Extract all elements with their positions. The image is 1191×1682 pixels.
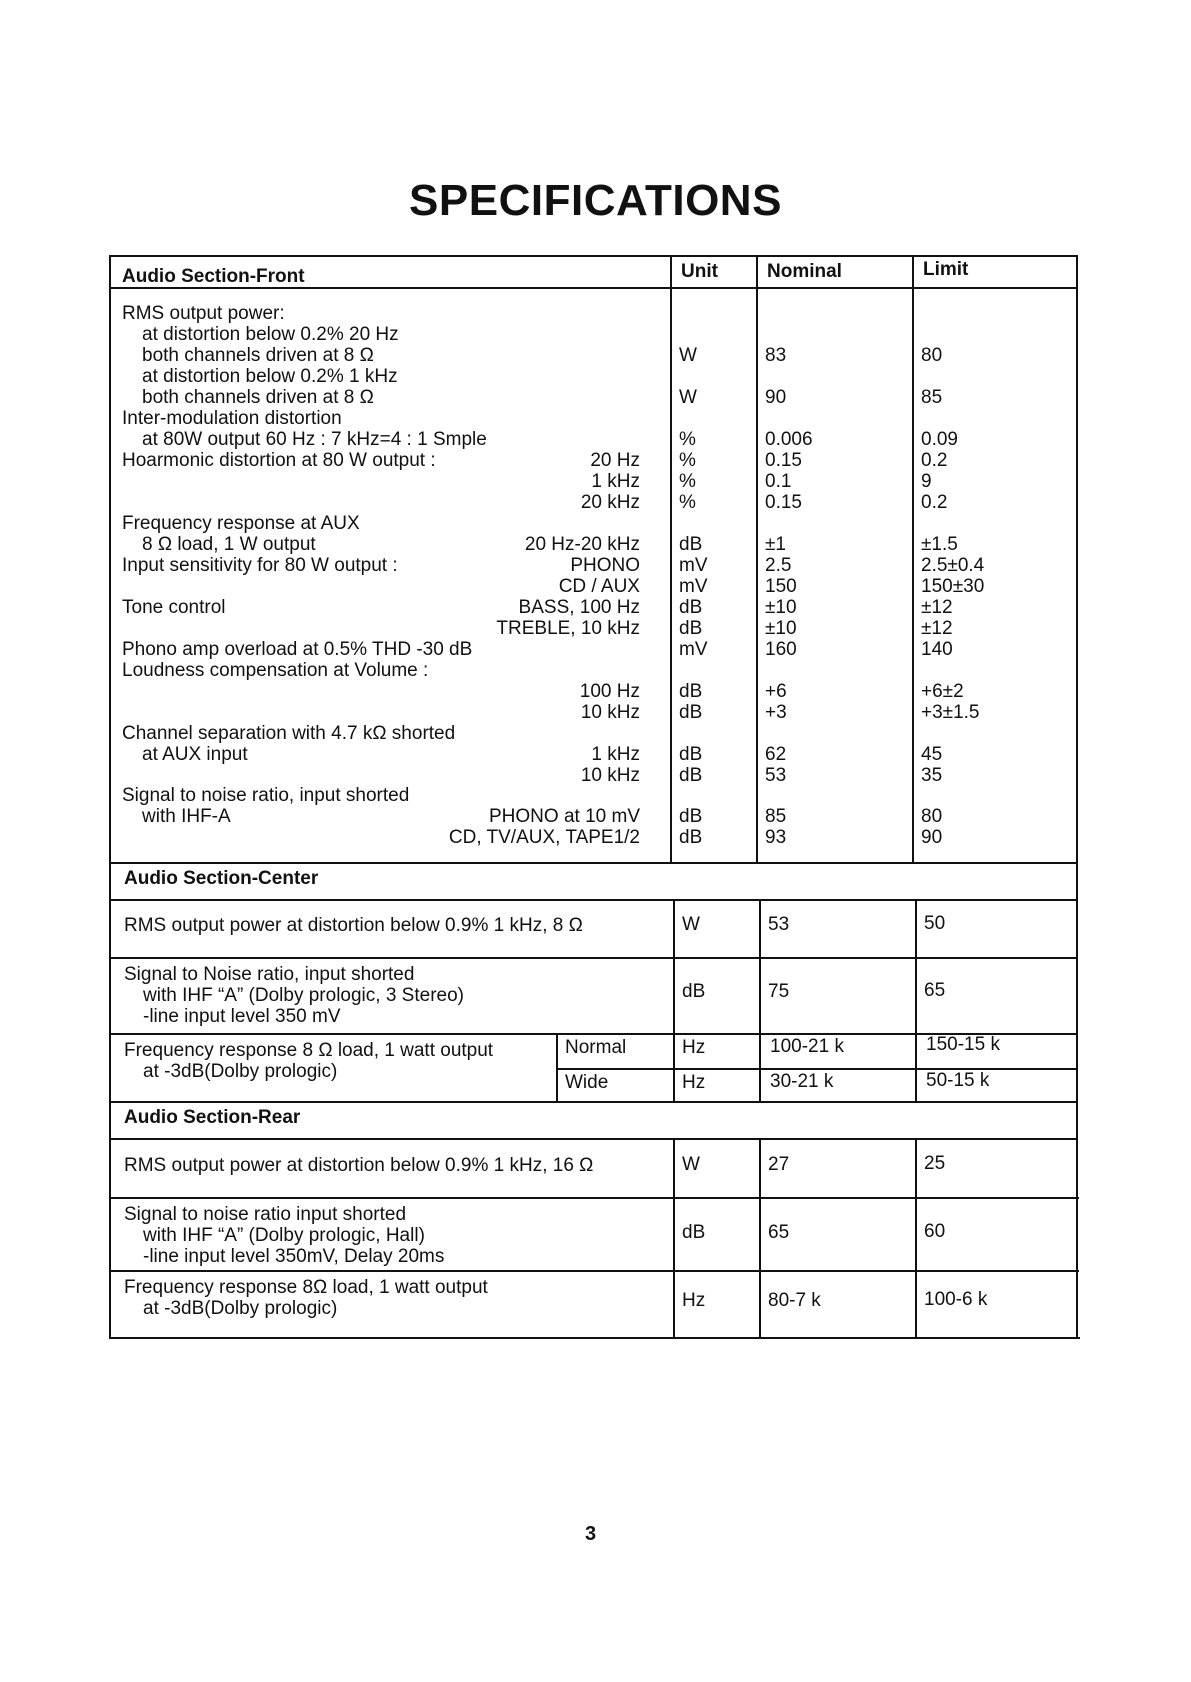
limit-cell: 0.2 bbox=[921, 450, 948, 471]
unit-cell: % bbox=[679, 492, 696, 513]
unit-cell: dB bbox=[679, 534, 703, 555]
nominal-cell: +3 bbox=[765, 702, 787, 723]
spec-condition: 10 kHz bbox=[580, 765, 640, 786]
nominal-cell: 80-7 k bbox=[768, 1290, 821, 1311]
rear-rms-divider bbox=[111, 1197, 1079, 1199]
center-freq-label: Frequency response 8 Ω load, 1 watt output bbox=[124, 1040, 494, 1061]
limit-header: Limit bbox=[923, 259, 969, 280]
unit-col-divider-rear bbox=[673, 1138, 675, 1337]
front-section-heading: Audio Section-Front bbox=[122, 266, 305, 287]
center-rms-divider bbox=[110, 957, 1078, 959]
nominal-col-divider-center bbox=[759, 899, 761, 1101]
rear-snr-divider bbox=[111, 1270, 1079, 1272]
limit-cell: 50-15 k bbox=[926, 1070, 990, 1091]
unit-cell: mV bbox=[679, 576, 708, 597]
nominal-cell: +6 bbox=[765, 681, 787, 702]
unit-cell: W bbox=[679, 345, 697, 366]
unit-cell: mV bbox=[679, 555, 708, 576]
unit-cell: % bbox=[679, 450, 696, 471]
table-top-border bbox=[109, 255, 1076, 257]
spec-label: Phono amp overload at 0.5% THD -30 dB bbox=[122, 639, 473, 660]
nominal-cell: ±10 bbox=[765, 618, 797, 639]
limit-cell: +3±1.5 bbox=[921, 702, 980, 723]
mode-cell: Wide bbox=[565, 1072, 609, 1093]
unit-cell: dB bbox=[679, 765, 703, 786]
spec-condition: CD, TV/AUX, TAPE1/2 bbox=[448, 827, 640, 848]
limit-cell: 90 bbox=[921, 827, 943, 848]
spec-condition: 10 kHz bbox=[580, 702, 640, 723]
spec-label: both channels driven at 8 Ω bbox=[142, 387, 374, 408]
rear-heading-divider bbox=[111, 1138, 1078, 1140]
nominal-cell: 150 bbox=[765, 576, 797, 597]
rear-snr-label: Signal to noise ratio input shorted bbox=[124, 1204, 407, 1225]
center-freq-label: at -3dB(Dolby prologic) bbox=[143, 1061, 338, 1082]
nominal-cell: 62 bbox=[765, 744, 787, 765]
spec-label: at 80W output 60 Hz : 7 kHz=4 : 1 Smple bbox=[142, 429, 487, 450]
nominal-cell: ±1 bbox=[765, 534, 786, 555]
rear-section-heading: Audio Section-Rear bbox=[124, 1107, 301, 1128]
nominal-cell: 2.5 bbox=[765, 555, 792, 576]
limit-cell: ±12 bbox=[921, 618, 953, 639]
spec-label: Frequency response at AUX bbox=[122, 513, 360, 534]
limit-cell: 0.09 bbox=[921, 429, 958, 450]
unit-cell: Hz bbox=[682, 1072, 706, 1093]
center-rms-label: RMS output power at distortion below 0.9% 1 kHz, 8 Ω bbox=[124, 915, 583, 936]
spec-condition: BASS, 100 Hz bbox=[518, 597, 640, 618]
limit-cell: 150-15 k bbox=[926, 1034, 1000, 1055]
unit-cell: W bbox=[682, 914, 700, 935]
mode-col-divider bbox=[556, 1033, 558, 1101]
unit-cell: dB bbox=[679, 618, 703, 639]
nominal-cell: ±10 bbox=[765, 597, 797, 618]
nominal-cell: 93 bbox=[765, 827, 787, 848]
unit-cell: Hz bbox=[682, 1290, 706, 1311]
limit-cell: 80 bbox=[921, 345, 943, 366]
unit-cell: % bbox=[679, 429, 696, 450]
limit-col-divider-front bbox=[912, 255, 914, 862]
spec-label: Input sensitivity for 80 W output : bbox=[122, 555, 398, 576]
unit-col-divider-front bbox=[670, 255, 672, 862]
nominal-cell: 100-21 k bbox=[770, 1036, 844, 1057]
unit-cell: dB bbox=[679, 827, 703, 848]
spec-label: Hoarmonic distortion at 80 W output : bbox=[122, 450, 436, 471]
limit-col-divider-rear bbox=[915, 1138, 917, 1337]
spec-condition: 20 Hz-20 kHz bbox=[524, 534, 640, 555]
limit-cell: 150±30 bbox=[921, 576, 985, 597]
limit-cell: 60 bbox=[924, 1221, 946, 1242]
unit-cell: % bbox=[679, 471, 696, 492]
nominal-cell: 0.15 bbox=[765, 492, 802, 513]
page-number: 3 bbox=[585, 1523, 597, 1545]
center-freq-mode-divider bbox=[556, 1068, 1078, 1070]
spec-label: Channel separation with 4.7 kΩ shorted bbox=[122, 723, 456, 744]
spec-condition: 20 Hz bbox=[590, 450, 640, 471]
unit-cell: mV bbox=[679, 639, 708, 660]
spec-label: at AUX input bbox=[142, 744, 248, 765]
limit-cell: 100-6 k bbox=[924, 1289, 988, 1310]
nominal-cell: 160 bbox=[765, 639, 797, 660]
front-section-bottom bbox=[110, 862, 1077, 864]
spec-label: 8 Ω load, 1 W output bbox=[142, 534, 316, 555]
limit-cell: 2.5±0.4 bbox=[921, 555, 985, 576]
limit-cell: 35 bbox=[921, 765, 943, 786]
limit-cell: ±1.5 bbox=[921, 534, 958, 555]
spec-condition: CD / AUX bbox=[558, 576, 640, 597]
table-bottom-border bbox=[111, 1337, 1080, 1339]
unit-cell: dB bbox=[682, 1222, 706, 1243]
unit-cell: dB bbox=[682, 981, 706, 1002]
limit-cell: 65 bbox=[924, 980, 946, 1001]
rear-rms-label: RMS output power at distortion below 0.9% 1 kHz, 16 Ω bbox=[124, 1155, 594, 1176]
nominal-cell: 53 bbox=[768, 914, 790, 935]
unit-cell: W bbox=[682, 1154, 700, 1175]
limit-col-divider-center bbox=[915, 899, 917, 1101]
page-title: SPECIFICATIONS bbox=[409, 176, 782, 225]
spec-label: at distortion below 0.2% 20 Hz bbox=[142, 324, 399, 345]
spec-label: with IHF-A bbox=[142, 806, 231, 827]
center-heading-divider bbox=[110, 899, 1077, 901]
unit-col-divider-center bbox=[673, 899, 675, 1101]
nominal-cell: 53 bbox=[765, 765, 787, 786]
center-snr-label: Signal to Noise ratio, input shorted bbox=[124, 964, 415, 985]
spec-label: at distortion below 0.2% 1 kHz bbox=[142, 366, 398, 387]
spec-label: Inter-modulation distortion bbox=[122, 408, 342, 429]
nominal-cell: 27 bbox=[768, 1154, 790, 1175]
center-snr-label: with IHF “A” (Dolby prologic, 3 Stereo) bbox=[143, 985, 464, 1006]
spec-condition: PHONO at 10 mV bbox=[489, 806, 640, 827]
nominal-cell: 0.1 bbox=[765, 471, 792, 492]
unit-cell: dB bbox=[679, 806, 703, 827]
table-left-border bbox=[109, 255, 111, 1339]
unit-cell: dB bbox=[679, 702, 703, 723]
limit-cell: +6±2 bbox=[921, 681, 964, 702]
nominal-cell: 83 bbox=[765, 345, 787, 366]
unit-cell: dB bbox=[679, 744, 703, 765]
limit-cell: 0.2 bbox=[921, 492, 948, 513]
unit-cell: W bbox=[679, 387, 697, 408]
nominal-cell: 65 bbox=[768, 1222, 790, 1243]
spec-condition: PHONO bbox=[570, 555, 640, 576]
limit-cell: 45 bbox=[921, 744, 943, 765]
nominal-cell: 0.006 bbox=[765, 429, 813, 450]
limit-cell: 50 bbox=[924, 913, 946, 934]
table-right-border bbox=[1076, 255, 1078, 1339]
spec-condition: TREBLE, 10 kHz bbox=[496, 618, 640, 639]
nominal-header: Nominal bbox=[767, 261, 842, 282]
nominal-cell: 85 bbox=[765, 806, 787, 827]
spec-condition: 1 kHz bbox=[591, 744, 640, 765]
spec-label: both channels driven at 8 Ω bbox=[142, 345, 374, 366]
nominal-cell: 75 bbox=[768, 981, 790, 1002]
rear-snr-label: -line input level 350mV, Delay 20ms bbox=[143, 1246, 445, 1267]
nominal-cell: 90 bbox=[765, 387, 787, 408]
nominal-cell: 30-21 k bbox=[770, 1071, 834, 1092]
center-snr-label: -line input level 350 mV bbox=[143, 1006, 341, 1027]
spec-condition: 100 Hz bbox=[579, 681, 640, 702]
unit-header: Unit bbox=[681, 261, 718, 282]
unit-cell: dB bbox=[679, 681, 703, 702]
center-section-bottom bbox=[110, 1101, 1078, 1103]
unit-cell: Hz bbox=[682, 1037, 706, 1058]
limit-cell: 140 bbox=[921, 639, 953, 660]
limit-cell: 9 bbox=[921, 471, 932, 492]
limit-cell: 80 bbox=[921, 806, 943, 827]
rear-freq-label: Frequency response 8Ω load, 1 watt output bbox=[124, 1277, 488, 1298]
rear-snr-label: with IHF “A” (Dolby prologic, Hall) bbox=[143, 1225, 425, 1246]
limit-cell: 85 bbox=[921, 387, 943, 408]
rear-freq-label: at -3dB(Dolby prologic) bbox=[143, 1298, 338, 1319]
nominal-col-divider-front bbox=[756, 255, 758, 862]
spec-label: Tone control bbox=[122, 597, 226, 618]
unit-cell: dB bbox=[679, 597, 703, 618]
nominal-cell: 0.15 bbox=[765, 450, 802, 471]
mode-cell: Normal bbox=[565, 1037, 627, 1058]
center-section-heading: Audio Section-Center bbox=[124, 868, 319, 889]
spec-label: RMS output power: bbox=[122, 303, 285, 324]
spec-label: Loudness compensation at Volume : bbox=[122, 660, 429, 681]
spec-condition: 20 kHz bbox=[580, 492, 640, 513]
spec-condition: 1 kHz bbox=[591, 471, 640, 492]
spec-label: Signal to noise ratio, input shorted bbox=[122, 785, 410, 806]
limit-cell: 25 bbox=[924, 1153, 946, 1174]
nominal-col-divider-rear bbox=[759, 1138, 761, 1337]
limit-cell: ±12 bbox=[921, 597, 953, 618]
